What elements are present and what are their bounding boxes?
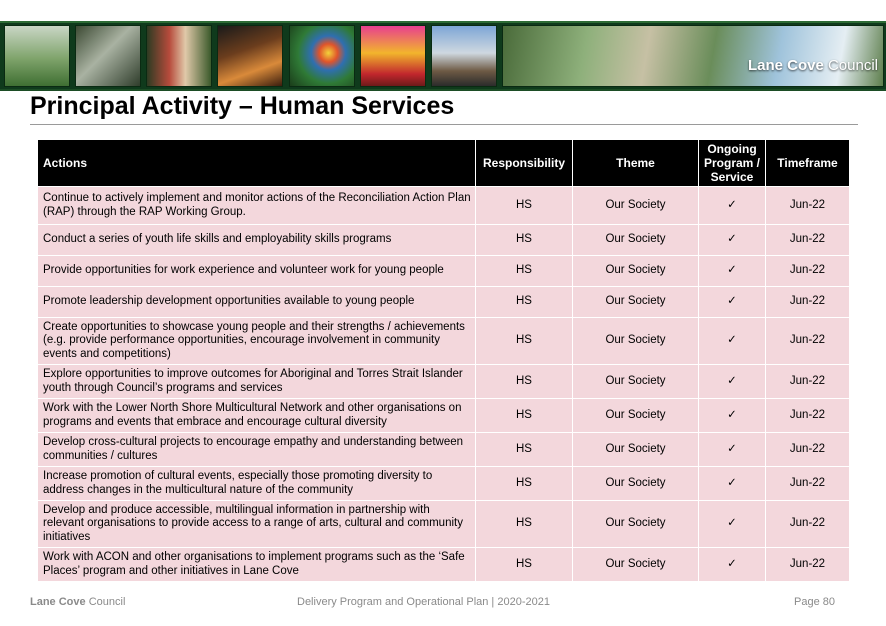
table-header-row: [38, 140, 850, 187]
footer-document-title: Delivery Program and Operational Plan | 2020-2021: [297, 596, 550, 608]
banner-top-stripe: [0, 21, 886, 23]
banner-photo-market: [217, 25, 283, 87]
table-row: [38, 433, 850, 467]
action-cell: Explore opportunities to improve outcomes for Aboriginal and Torres Strait Islander youth through Council’s programs and services: [38, 365, 476, 399]
responsibility-cell: HS: [476, 399, 573, 433]
responsibility-cell: HS: [476, 433, 573, 467]
theme-cell: Our Society: [573, 365, 699, 399]
col-header-ongoing: Ongoing Program / Service: [699, 140, 766, 187]
responsibility-cell: HS: [476, 287, 573, 318]
responsibility-cell: HS: [476, 318, 573, 365]
banner-bottom-stripe: [0, 89, 886, 91]
timeframe-cell: Jun-22: [766, 187, 850, 225]
action-cell: Continue to actively implement and monitor actions of the Reconciliation Action Plan (RAP) through the RAP Working Group.: [38, 187, 476, 225]
banner-photo-lorikeet: [289, 25, 355, 87]
timeframe-cell: Jun-22: [766, 256, 850, 287]
theme-cell: Our Society: [573, 467, 699, 501]
title-divider: [30, 124, 858, 125]
ongoing-check-cell: ✓: [699, 225, 766, 256]
ongoing-check-cell: ✓: [699, 399, 766, 433]
theme-cell: Our Society: [573, 187, 699, 225]
col-header-responsibility: Responsibility: [476, 140, 573, 187]
table-row: [38, 187, 850, 225]
table-row: [38, 548, 850, 582]
ongoing-check-cell: ✓: [699, 501, 766, 548]
action-cell: Create opportunities to showcase young people and their strengths / achievements (e.g. provide performance opportunities, encourage involvement in community events and competitions): [38, 318, 476, 365]
page-title: Principal Activity – Human Services: [30, 92, 455, 120]
ongoing-check-cell: ✓: [699, 548, 766, 582]
table-row: [38, 467, 850, 501]
ongoing-check-cell: ✓: [699, 365, 766, 399]
table-row: [38, 399, 850, 433]
ongoing-check-cell: ✓: [699, 433, 766, 467]
responsibility-cell: HS: [476, 467, 573, 501]
action-cell: Provide opportunities for work experience and volunteer work for young people: [38, 256, 476, 287]
action-cell: Work with ACON and other organisations to implement programs such as the ‘Safe Places’ program and other initiatives in Lane Cove: [38, 548, 476, 582]
header-banner: [0, 21, 886, 91]
theme-cell: Our Society: [573, 225, 699, 256]
action-cell: Work with the Lower North Shore Multicultural Network and other organisations on programs and events that embrace and encourage cultural diversity: [38, 399, 476, 433]
footer-page-number: Page 80: [794, 596, 835, 608]
footer-council-name: Lane Cove Council: [30, 596, 126, 608]
banner-photo-plaza: [502, 25, 884, 87]
col-header-actions: Actions: [38, 140, 476, 187]
timeframe-cell: Jun-22: [766, 225, 850, 256]
timeframe-cell: Jun-22: [766, 399, 850, 433]
responsibility-cell: HS: [476, 365, 573, 399]
table-row: [38, 287, 850, 318]
timeframe-cell: Jun-22: [766, 287, 850, 318]
timeframe-cell: Jun-22: [766, 433, 850, 467]
table-row: [38, 318, 850, 365]
table-row: [38, 501, 850, 548]
banner-photo-performer: [360, 25, 426, 87]
timeframe-cell: Jun-22: [766, 365, 850, 399]
col-header-timeframe: Timeframe: [766, 140, 850, 187]
theme-cell: Our Society: [573, 399, 699, 433]
timeframe-cell: Jun-22: [766, 467, 850, 501]
responsibility-cell: HS: [476, 256, 573, 287]
theme-cell: Our Society: [573, 287, 699, 318]
action-cell: Develop cross-cultural projects to encourage empathy and understanding between communities / cultures: [38, 433, 476, 467]
timeframe-cell: Jun-22: [766, 501, 850, 548]
responsibility-cell: HS: [476, 501, 573, 548]
ongoing-check-cell: ✓: [699, 318, 766, 365]
theme-cell: Our Society: [573, 256, 699, 287]
timeframe-cell: Jun-22: [766, 318, 850, 365]
action-cell: Promote leadership development opportunities available to young people: [38, 287, 476, 318]
responsibility-cell: HS: [476, 225, 573, 256]
responsibility-cell: HS: [476, 548, 573, 582]
actions-table: [37, 139, 850, 582]
theme-cell: Our Society: [573, 433, 699, 467]
ongoing-check-cell: ✓: [699, 256, 766, 287]
banner-photo-park: [4, 25, 70, 87]
banner-photo-building: [431, 25, 497, 87]
ongoing-check-cell: ✓: [699, 187, 766, 225]
responsibility-cell: HS: [476, 187, 573, 225]
banner-photo-creek: [75, 25, 141, 87]
ongoing-check-cell: ✓: [699, 287, 766, 318]
timeframe-cell: Jun-22: [766, 548, 850, 582]
action-cell: Conduct a series of youth life skills and employability skills programs: [38, 225, 476, 256]
table-row: [38, 256, 850, 287]
ongoing-check-cell: ✓: [699, 467, 766, 501]
col-header-theme: Theme: [573, 140, 699, 187]
action-cell: Develop and produce accessible, multilingual information in partnership with relevant organisations to provide access to a range of arts, cultural and community initiatives: [38, 501, 476, 548]
banner-photo-dancers: [146, 25, 212, 87]
action-cell: Increase promotion of cultural events, especially those promoting diversity to address changes in the multicultural nature of the community: [38, 467, 476, 501]
theme-cell: Our Society: [573, 501, 699, 548]
theme-cell: Our Society: [573, 318, 699, 365]
table-row: [38, 225, 850, 256]
council-logo-text: Lane Cove Council: [747, 57, 878, 74]
table-row: [38, 365, 850, 399]
theme-cell: Our Society: [573, 548, 699, 582]
